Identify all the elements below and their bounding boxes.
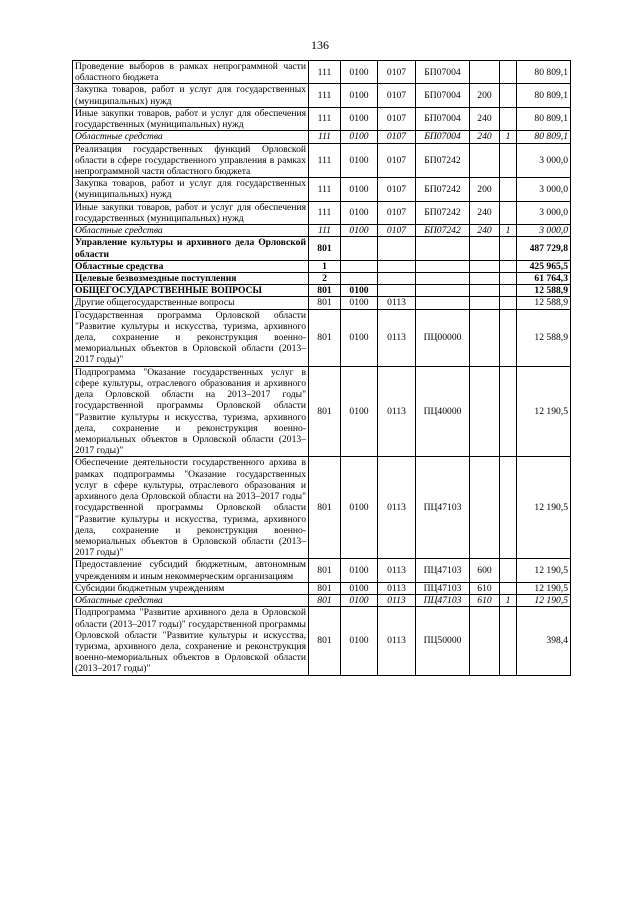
funding-source-code-cell: 1 [500, 131, 517, 143]
ministry-code-cell: 111 [309, 225, 341, 237]
ministry-code-cell: 801 [309, 457, 341, 559]
table-row [73, 559, 571, 582]
target-article-code-cell: БП07242 [416, 143, 470, 178]
amount-cell: 12 588,9 [517, 309, 571, 366]
item-name-cell: Подпрограмма "Развитие архивного дела в Орловской области (2013–2017 годы)" государственной программы Орловской области "Развитие культуры и искусства, туризма, архивного дела, сохранение и реконструкция военно-мемориальных объектов в Орловской области (2013–2017 годы)" [73, 607, 309, 675]
amount-cell: 487 729,8 [517, 237, 571, 260]
expense-type-code-cell: 240 [470, 107, 500, 130]
expense-type-code-cell [470, 260, 500, 272]
ministry-code-cell: 801 [309, 237, 341, 260]
section-code-cell: 0100 [341, 225, 378, 237]
amount-cell: 3 000,0 [517, 225, 571, 237]
target-article-code-cell: ПЦ47103 [416, 595, 470, 607]
table-row [73, 201, 571, 224]
amount-cell: 425 965,5 [517, 260, 571, 272]
subsection-code-cell [378, 260, 416, 272]
section-code-cell [341, 260, 378, 272]
expense-type-code-cell [470, 272, 500, 284]
amount-cell: 61 764,3 [517, 272, 571, 284]
table-row [73, 61, 571, 84]
budget-table [72, 60, 571, 676]
table-row [73, 582, 571, 594]
target-article-code-cell: БП07004 [416, 61, 470, 84]
expense-type-code-cell: 200 [470, 84, 500, 107]
funding-source-code-cell: 1 [500, 595, 517, 607]
table-row [73, 457, 571, 559]
target-article-code-cell: БП07242 [416, 178, 470, 201]
amount-cell: 80 809,1 [517, 61, 571, 84]
funding-source-code-cell [500, 107, 517, 130]
amount-cell: 398,4 [517, 607, 571, 675]
funding-source-code-cell [500, 272, 517, 284]
item-name-cell: Обеспечение деятельности государственного архива в рамках подпрограммы "Оказание государственных услуг в сфере культуры, отраслевого образования и архивного дела Орловской области на 2013–2017 годы" государственной программы Орловской области "Развитие культуры и искусства, туризма, архивного дела, сохранение и реконструкция военно-мемориальных объектов в Орловской области (2013–2017 годы)" [73, 457, 309, 559]
subsection-code-cell: 0113 [378, 607, 416, 675]
item-name-cell: Областные средства [73, 260, 309, 272]
funding-source-code-cell [500, 582, 517, 594]
ministry-code-cell: 111 [309, 107, 341, 130]
target-article-code-cell [416, 237, 470, 260]
table-row [73, 309, 571, 366]
target-article-code-cell [416, 272, 470, 284]
funding-source-code-cell [500, 366, 517, 457]
ministry-code-cell: 111 [309, 178, 341, 201]
section-code-cell: 0100 [341, 178, 378, 201]
item-name-cell: Областные средства [73, 225, 309, 237]
target-article-code-cell: БП07004 [416, 131, 470, 143]
section-code-cell: 0100 [341, 201, 378, 224]
page-number: 136 [311, 38, 329, 52]
table-row [73, 237, 571, 260]
subsection-code-cell: 0113 [378, 457, 416, 559]
amount-cell: 3 000,0 [517, 201, 571, 224]
subsection-code-cell [378, 285, 416, 297]
amount-cell: 12 588,9 [517, 297, 571, 309]
funding-source-code-cell [500, 61, 517, 84]
target-article-code-cell [416, 297, 470, 309]
funding-source-code-cell [500, 143, 517, 178]
section-code-cell: 0100 [341, 457, 378, 559]
amount-cell: 12 190,5 [517, 457, 571, 559]
section-code-cell: 0100 [341, 61, 378, 84]
amount-cell: 12 190,5 [517, 582, 571, 594]
section-code-cell [341, 237, 378, 260]
table-row [73, 225, 571, 237]
amount-cell: 80 809,1 [517, 107, 571, 130]
ministry-code-cell: 801 [309, 309, 341, 366]
funding-source-code-cell [500, 178, 517, 201]
subsection-code-cell [378, 272, 416, 284]
ministry-code-cell: 801 [309, 297, 341, 309]
item-name-cell: Управление культуры и архивного дела Орловской области [73, 237, 309, 260]
item-name-cell: Закупка товаров, работ и услуг для государственных (муниципальных) нужд [73, 84, 309, 107]
subsection-code-cell: 0107 [378, 178, 416, 201]
amount-cell: 80 809,1 [517, 84, 571, 107]
target-article-code-cell: БП07242 [416, 225, 470, 237]
target-article-code-cell: ПЦ47103 [416, 559, 470, 582]
target-article-code-cell: ПЦ47103 [416, 457, 470, 559]
section-code-cell: 0100 [341, 309, 378, 366]
funding-source-code-cell [500, 84, 517, 107]
target-article-code-cell: БП07242 [416, 201, 470, 224]
subsection-code-cell: 0113 [378, 559, 416, 582]
table-body [73, 61, 571, 676]
item-name-cell: Подпрограмма "Оказание государственных услуг в сфере культуры, отраслевого образования и архивного дела Орловской области на 2013–2017 годы" государственной программы Орловской области "Развитие культуры и искусства, туризма, архивного дела, сохранение и реконструкция военно-мемориальных объектов в Орловской области (2013–2017 годы)" [73, 366, 309, 457]
section-code-cell: 0100 [341, 559, 378, 582]
ministry-code-cell: 1 [309, 260, 341, 272]
expense-type-code-cell: 200 [470, 178, 500, 201]
target-article-code-cell: БП07004 [416, 84, 470, 107]
section-code-cell: 0100 [341, 366, 378, 457]
funding-source-code-cell [500, 297, 517, 309]
subsection-code-cell: 0113 [378, 309, 416, 366]
amount-cell: 80 809,1 [517, 131, 571, 143]
item-name-cell: Предоставление субсидий бюджетным, автономным учреждениям и иным некоммерческим организациям [73, 559, 309, 582]
expense-type-code-cell: 610 [470, 582, 500, 594]
target-article-code-cell [416, 285, 470, 297]
expense-type-code-cell: 610 [470, 595, 500, 607]
table-row [73, 297, 571, 309]
subsection-code-cell: 0107 [378, 201, 416, 224]
table-row [73, 131, 571, 143]
funding-source-code-cell [500, 285, 517, 297]
item-name-cell: Другие общегосударственные вопросы [73, 297, 309, 309]
ministry-code-cell: 801 [309, 595, 341, 607]
amount-cell: 3 000,0 [517, 178, 571, 201]
table-row [73, 595, 571, 607]
subsection-code-cell: 0113 [378, 595, 416, 607]
table-row [73, 260, 571, 272]
item-name-cell: Иные закупки товаров, работ и услуг для обеспечения государственных (муниципальных) нужд [73, 107, 309, 130]
section-code-cell: 0100 [341, 285, 378, 297]
section-code-cell: 0100 [341, 107, 378, 130]
target-article-code-cell: ПЦ50000 [416, 607, 470, 675]
item-name-cell: Иные закупки товаров, работ и услуг для обеспечения государственных (муниципальных) нужд [73, 201, 309, 224]
table-row [73, 607, 571, 675]
expense-type-code-cell [470, 237, 500, 260]
table-row [73, 272, 571, 284]
amount-cell: 12 190,5 [517, 559, 571, 582]
item-name-cell: Государственная программа Орловской области "Развитие культуры и искусства, туризма, архивного дела, сохранение и реконструкция военно-мемориальных объектов в Орловской области (2013–2017 годы)" [73, 309, 309, 366]
funding-source-code-cell [500, 457, 517, 559]
table-row [73, 285, 571, 297]
subsection-code-cell: 0113 [378, 297, 416, 309]
subsection-code-cell: 0107 [378, 131, 416, 143]
section-code-cell: 0100 [341, 84, 378, 107]
section-code-cell: 0100 [341, 595, 378, 607]
funding-source-code-cell [500, 260, 517, 272]
ministry-code-cell: 801 [309, 582, 341, 594]
table-row [73, 178, 571, 201]
expense-type-code-cell: 600 [470, 559, 500, 582]
expense-type-code-cell [470, 297, 500, 309]
funding-source-code-cell: 1 [500, 225, 517, 237]
target-article-code-cell: БП07004 [416, 107, 470, 130]
table-row [73, 84, 571, 107]
item-name-cell: Закупка товаров, работ и услуг для государственных (муниципальных) нужд [73, 178, 309, 201]
item-name-cell: ОБЩЕГОСУДАРСТВЕННЫЕ ВОПРОСЫ [73, 285, 309, 297]
ministry-code-cell: 111 [309, 131, 341, 143]
expense-type-code-cell [470, 285, 500, 297]
ministry-code-cell: 801 [309, 559, 341, 582]
expense-type-code-cell [470, 61, 500, 84]
section-code-cell [341, 272, 378, 284]
table-row [73, 366, 571, 457]
expense-type-code-cell: 240 [470, 225, 500, 237]
item-name-cell: Областные средства [73, 131, 309, 143]
ministry-code-cell: 2 [309, 272, 341, 284]
subsection-code-cell: 0107 [378, 84, 416, 107]
amount-cell: 12 190,5 [517, 595, 571, 607]
section-code-cell: 0100 [341, 297, 378, 309]
section-code-cell: 0100 [341, 143, 378, 178]
target-article-code-cell [416, 260, 470, 272]
item-name-cell: Реализация государственных функций Орловской области в сфере государственного управления в рамках непрограммной части областного бюджета [73, 143, 309, 178]
section-code-cell: 0100 [341, 131, 378, 143]
table-row [73, 107, 571, 130]
subsection-code-cell: 0113 [378, 366, 416, 457]
expense-type-code-cell [470, 366, 500, 457]
subsection-code-cell: 0107 [378, 225, 416, 237]
amount-cell: 12 588,9 [517, 285, 571, 297]
ministry-code-cell: 111 [309, 61, 341, 84]
item-name-cell: Целевые безвозмездные поступления [73, 272, 309, 284]
ministry-code-cell: 111 [309, 143, 341, 178]
funding-source-code-cell [500, 559, 517, 582]
expense-type-code-cell [470, 309, 500, 366]
ministry-code-cell: 801 [309, 366, 341, 457]
funding-source-code-cell [500, 201, 517, 224]
funding-source-code-cell [500, 309, 517, 366]
item-name-cell: Проведение выборов в рамках непрограммной части областного бюджета [73, 61, 309, 84]
section-code-cell: 0100 [341, 582, 378, 594]
section-code-cell: 0100 [341, 607, 378, 675]
expense-type-code-cell [470, 607, 500, 675]
subsection-code-cell: 0107 [378, 61, 416, 84]
table-row [73, 143, 571, 178]
ministry-code-cell: 801 [309, 607, 341, 675]
item-name-cell: Субсидии бюджетным учреждениям [73, 582, 309, 594]
ministry-code-cell: 111 [309, 201, 341, 224]
expense-type-code-cell: 240 [470, 131, 500, 143]
funding-source-code-cell [500, 237, 517, 260]
amount-cell: 12 190,5 [517, 366, 571, 457]
expense-type-code-cell: 240 [470, 201, 500, 224]
subsection-code-cell: 0113 [378, 582, 416, 594]
expense-type-code-cell [470, 143, 500, 178]
funding-source-code-cell [500, 607, 517, 675]
target-article-code-cell: ПЦ47103 [416, 582, 470, 594]
subsection-code-cell: 0107 [378, 107, 416, 130]
target-article-code-cell: ПЦ00000 [416, 309, 470, 366]
subsection-code-cell [378, 237, 416, 260]
amount-cell: 3 000,0 [517, 143, 571, 178]
target-article-code-cell: ПЦ40000 [416, 366, 470, 457]
ministry-code-cell: 111 [309, 84, 341, 107]
subsection-code-cell: 0107 [378, 143, 416, 178]
expense-type-code-cell [470, 457, 500, 559]
ministry-code-cell: 801 [309, 285, 341, 297]
item-name-cell: Областные средства [73, 595, 309, 607]
